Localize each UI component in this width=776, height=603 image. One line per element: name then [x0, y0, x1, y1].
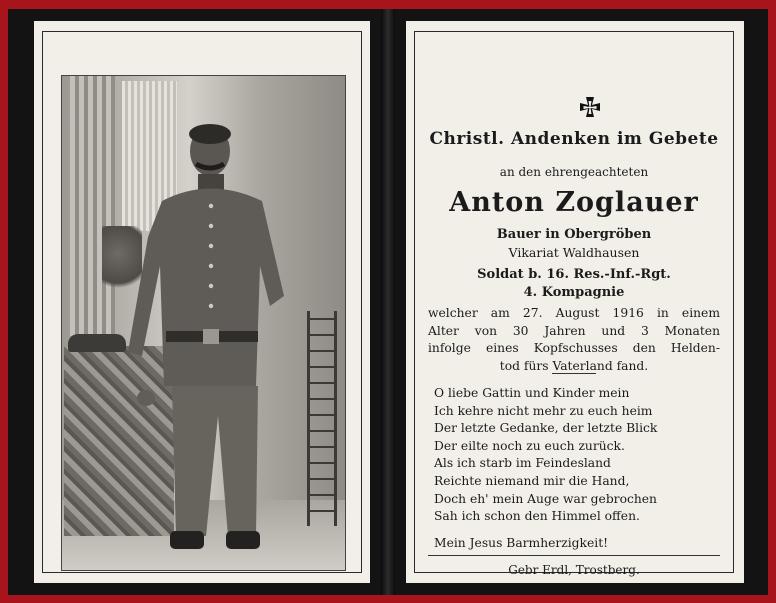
- poem-line: Als ich starb im Feindesland: [434, 456, 611, 471]
- company-line: 4. Kompagnie: [523, 285, 625, 300]
- poem-line: Ich kehre nicht mehr zu euch heim: [434, 403, 653, 418]
- deceased-name: Anton Zoglauer: [449, 187, 699, 218]
- right-panel: [406, 21, 744, 583]
- vicariate-line: Vikariat Waldhausen: [508, 245, 640, 260]
- card-spine: [381, 9, 395, 595]
- death-notice: [428, 305, 720, 375]
- iron-cross-icon: [576, 93, 604, 121]
- printer-imprint: Gebr Erdl, Trostberg.: [508, 563, 640, 577]
- photo-chair: [307, 311, 337, 526]
- left-panel: [34, 21, 370, 583]
- photo-curtain: [70, 76, 115, 336]
- poem-line: Reichte niemand mir die Hand,: [434, 473, 630, 488]
- poem-line: O liebe Gattin und Kinder mein: [434, 386, 630, 400]
- occupation-line: Bauer in Obergröben: [496, 227, 652, 242]
- death-line: infolge eines Kopfschusses den Helden-: [428, 341, 720, 355]
- photo-hat: [68, 334, 126, 352]
- portrait-photo: [61, 75, 346, 571]
- poem-line: Der letzte Gedanke, der letzte Blick: [434, 421, 658, 436]
- prayer-line: Mein Jesus Barmherzigkeit!: [434, 536, 609, 550]
- military-unit: Soldat b. 16. Res.-Inf.-Rgt.: [477, 267, 671, 282]
- soldier-portrait-icon: [122, 106, 302, 566]
- poem-line: Sah ich schon den Himmel offen.: [434, 509, 640, 524]
- poem-line: Doch eh' mein Auge war gebrochen: [434, 491, 657, 506]
- death-line: tod fürs Vaterland fand.: [499, 358, 649, 373]
- poem-line: Der eilte noch zu euch zurück.: [434, 438, 625, 453]
- poem: [434, 385, 714, 526]
- footer-rule: [428, 555, 720, 556]
- memorial-card: [8, 9, 768, 595]
- intro-heading: Christl. Andenken im Gebete: [429, 129, 719, 149]
- divider: [552, 373, 596, 374]
- death-line: Alter von 30 Jahren und 3 Monaten: [428, 323, 720, 338]
- death-line: welcher am 27. August 1916 in einem: [428, 306, 720, 320]
- dedication-line: an den ehrengeachteten: [499, 165, 649, 179]
